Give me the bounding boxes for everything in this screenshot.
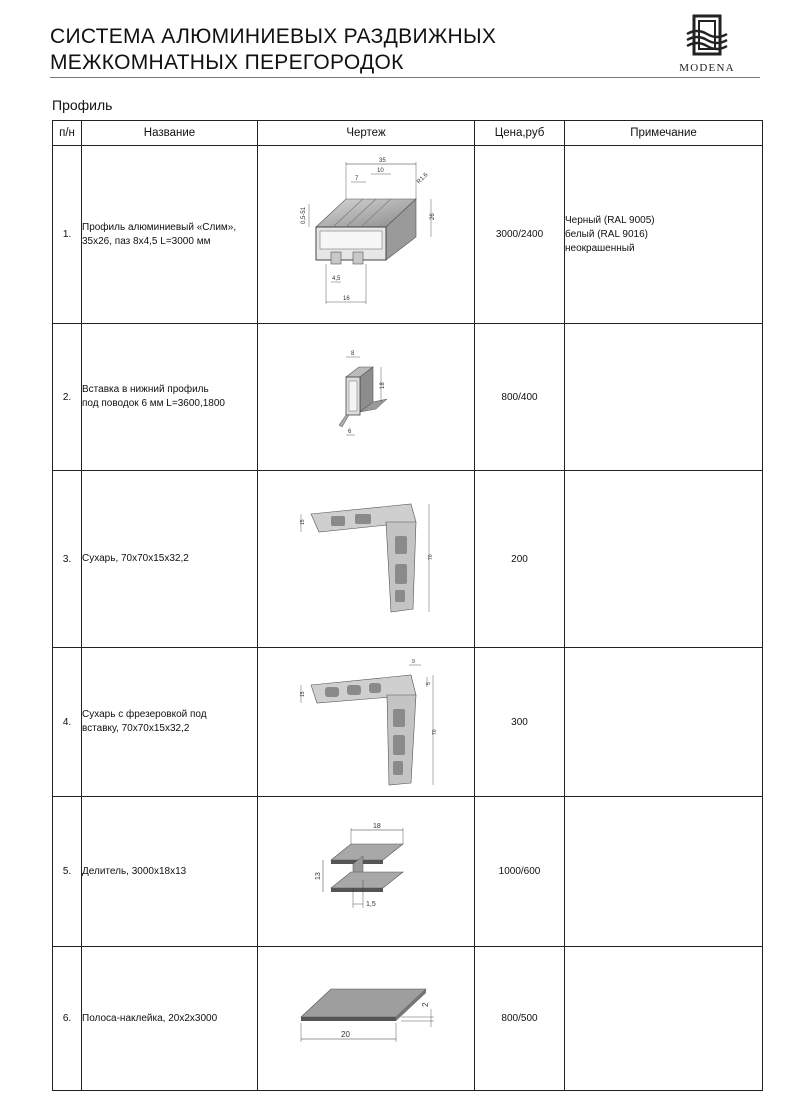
header-price: Цена,руб xyxy=(475,121,565,146)
title-line-1: СИСТЕМА АЛЮМИНИЕВЫХ РАЗДВИЖНЫХ xyxy=(50,25,497,48)
row-drawing xyxy=(258,146,475,324)
dim-thickness: 2 xyxy=(421,1002,430,1007)
row-drawing xyxy=(258,947,475,1091)
dim-bottom: 6 xyxy=(348,429,352,435)
row-name xyxy=(82,146,258,324)
page-title xyxy=(50,24,496,76)
dim-side: 0,5-51 xyxy=(301,206,307,224)
row-name xyxy=(82,324,258,471)
dim-height: 26 xyxy=(430,213,436,220)
row-price: 300 xyxy=(475,648,565,797)
row-name-line: вставку, 70х70х15х32,2 xyxy=(82,723,190,734)
dim-width: 35 xyxy=(379,158,386,164)
row-name-line: Профиль алюминиевый «Слим», xyxy=(82,221,237,233)
row-drawing xyxy=(258,324,475,471)
row-price: 1000/600 xyxy=(475,797,565,947)
header-drawing: Чертеж xyxy=(258,121,475,146)
row-name xyxy=(82,797,258,947)
row-name-line: 35х26, паз 8х4,5 L=3000 мм xyxy=(82,235,211,247)
table-row xyxy=(53,947,763,1091)
row-number: 3. xyxy=(53,471,82,648)
row-number: 1. xyxy=(53,146,82,324)
section-title: Профиль xyxy=(52,97,113,113)
table-row xyxy=(53,146,763,324)
header-divider xyxy=(50,77,760,78)
dim-groove: 9 xyxy=(412,658,415,665)
dim-height: 13 xyxy=(315,871,322,880)
row-name-line: Делитель, 3000х18х13 xyxy=(82,865,187,877)
row-number: 2. xyxy=(53,324,82,471)
logo-text: MODENA xyxy=(679,62,735,74)
header-note: Примечание xyxy=(565,121,763,146)
milled-corner-connector-drawing xyxy=(291,655,441,790)
table-row xyxy=(53,471,763,648)
dim-base: 16 xyxy=(343,296,350,302)
dim-thickness: R1,6 xyxy=(416,172,430,186)
dim-height: 18 xyxy=(380,382,386,389)
row-note xyxy=(565,146,763,324)
dim-slot-depth: 4,5 xyxy=(332,276,341,282)
dim-groove-depth: 5 xyxy=(426,681,432,685)
table-header-row xyxy=(53,121,763,146)
row-name-line: Вставка в нижний профиль xyxy=(82,384,209,395)
row-drawing xyxy=(258,471,475,648)
profile-table xyxy=(52,120,763,1091)
modena-emblem-icon xyxy=(685,14,729,60)
table-row xyxy=(53,648,763,797)
row-note-line: белый (RAL 9016) xyxy=(565,228,648,240)
dim-wall: 1,5 xyxy=(366,900,376,908)
dim-width: 18 xyxy=(373,822,381,830)
dim-side: 70 xyxy=(428,554,434,560)
corner-connector-drawing xyxy=(291,494,441,624)
row-name-line: Сухарь, 70х70х15х32,2 xyxy=(82,553,189,564)
header-name: Название xyxy=(82,121,258,146)
dim-side: 70 xyxy=(432,728,438,735)
table-row xyxy=(53,797,763,947)
row-price: 3000/2400 xyxy=(475,146,565,324)
dim-slot-b: 10 xyxy=(377,168,384,174)
row-number: 4. xyxy=(53,648,82,797)
row-number: 5. xyxy=(53,797,82,947)
row-name xyxy=(82,947,258,1091)
row-price: 800/400 xyxy=(475,324,565,471)
row-name xyxy=(82,471,258,648)
row-drawing xyxy=(258,797,475,947)
dim-width: 20 xyxy=(341,1029,350,1039)
slim-profile-drawing xyxy=(291,152,441,317)
dim-slot-a: 7 xyxy=(355,176,359,182)
divider-profile-drawing xyxy=(311,822,421,922)
dim-top: 8 xyxy=(351,351,355,357)
row-name-line: под поводок 6 мм L=3600,1800 xyxy=(82,398,225,409)
row-note xyxy=(565,947,763,1091)
dim-thickness: 15 xyxy=(300,519,306,525)
table-row xyxy=(53,324,763,471)
row-number: 6. xyxy=(53,947,82,1091)
row-note xyxy=(565,797,763,947)
row-note xyxy=(565,471,763,648)
row-drawing xyxy=(258,648,475,797)
row-name-line: Полоса-наклейка, 20х2х3000 xyxy=(82,1012,218,1024)
row-price: 200 xyxy=(475,471,565,648)
row-price: 800/500 xyxy=(475,947,565,1091)
strip-drawing xyxy=(291,979,441,1059)
row-name-line: Сухарь с фрезеровкой под xyxy=(82,709,207,720)
title-line-2: МЕЖКОМНАТНЫХ ПЕРЕГОРОДОК xyxy=(50,51,404,74)
row-name xyxy=(82,648,258,797)
header-num: п/н xyxy=(53,121,82,146)
row-note-line: неокрашенный xyxy=(565,242,635,254)
row-note xyxy=(565,648,763,797)
row-note-line: Черный (RAL 9005) xyxy=(565,214,655,226)
insert-profile-drawing xyxy=(321,347,411,447)
brand-logo xyxy=(676,14,738,74)
dim-thickness: 15 xyxy=(300,690,306,697)
row-note xyxy=(565,324,763,471)
